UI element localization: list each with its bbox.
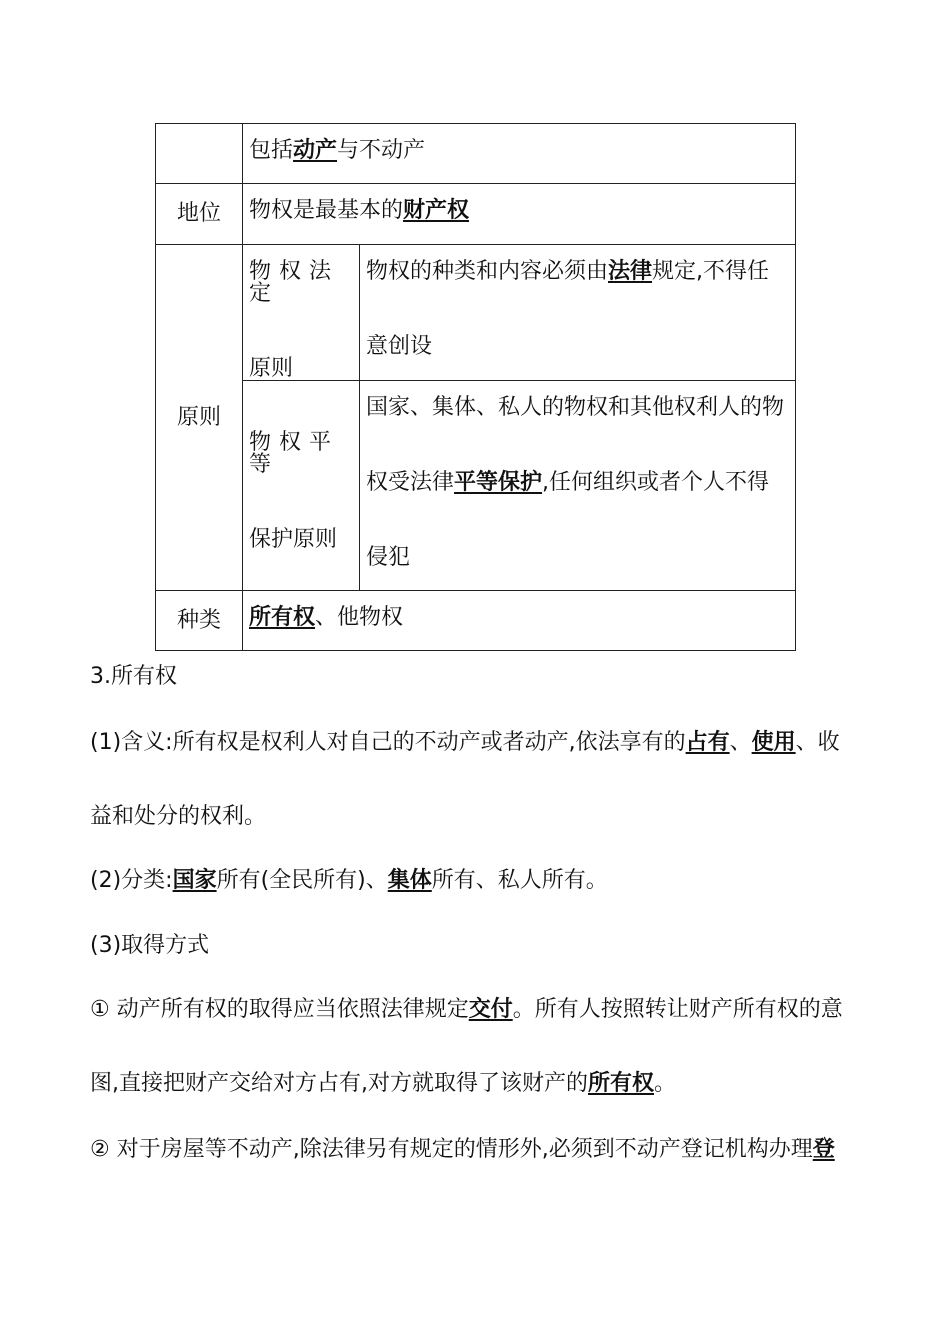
principle-1-name-cell xyxy=(243,245,360,381)
table-row-principle-1 xyxy=(156,245,796,381)
scope-pre: 包括 xyxy=(249,138,294,163)
property-rights-table xyxy=(155,123,796,651)
row-label-types: 种类 xyxy=(156,591,243,651)
principle-2-name-line1: 物权平等 xyxy=(249,430,340,477)
status-cell xyxy=(243,184,796,245)
classification-mid: 所有(全民所有)、 xyxy=(216,868,388,893)
principle-1-desc-post: 规定,不得任 xyxy=(652,259,770,284)
principle-2-desc-line3: 侵犯 xyxy=(366,545,411,570)
types-post: 、他物权 xyxy=(315,605,404,630)
item2-pre: ② 对于房屋等不动产,除法律另有规定的情形外,必须到不动产登记机构办理 xyxy=(90,1137,813,1162)
types-cell xyxy=(243,591,796,651)
acquisition-heading: (3)取得方式 xyxy=(90,933,210,958)
principle-1-name-line2: 原则 xyxy=(249,356,294,381)
types-bold: 所有权 xyxy=(249,605,316,630)
classification-bold-collective: 集体 xyxy=(387,868,432,893)
principle-2-desc-bold: 平等保护 xyxy=(454,470,543,495)
meaning-line1 xyxy=(90,730,840,756)
principle-1-desc-line1 xyxy=(366,261,789,283)
scope-cell xyxy=(243,124,796,184)
item1-line2-post: 。 xyxy=(654,1071,677,1096)
principle-2-desc-cell xyxy=(360,381,796,591)
meaning-line2: 益和处分的权利。 xyxy=(90,804,267,829)
meaning-post: 、收 xyxy=(795,730,840,755)
principle-2-name-cell xyxy=(243,381,360,591)
classification-pre: (2)分类: xyxy=(90,868,173,893)
item2-bold-register: 登 xyxy=(812,1137,835,1162)
scope-bold: 动产 xyxy=(293,138,338,163)
item1-line1 xyxy=(90,997,843,1023)
principle-2-name-line2: 保护原则 xyxy=(249,527,338,552)
principle-1-desc-pre: 物权的种类和内容必须由 xyxy=(366,259,609,284)
classification-post: 所有、私人所有。 xyxy=(431,868,608,893)
status-pre: 物权是最基本的 xyxy=(249,198,404,223)
row-label-principle: 原则 xyxy=(156,245,243,591)
table-row-status xyxy=(156,184,796,245)
table-row-types xyxy=(156,591,796,651)
scope-post: 与不动产 xyxy=(337,138,426,163)
item1-line2 xyxy=(90,1071,676,1097)
item1-line2-pre: 图,直接把财产交给对方占有,对方就取得了该财产的 xyxy=(90,1071,588,1096)
principle-2-desc-line2 xyxy=(366,472,789,494)
principle-2-desc-pre: 权受法律 xyxy=(366,470,455,495)
classification-line xyxy=(90,868,608,894)
meaning-bold-possess: 占有 xyxy=(685,730,730,755)
meaning-sep: 、 xyxy=(729,730,752,755)
item2-line1 xyxy=(90,1137,835,1163)
item1-post: 。所有人按照转让财产所有权的意 xyxy=(512,997,843,1022)
principle-2-desc-post: ,任何组织或者个人不得 xyxy=(542,470,770,495)
classification-bold-state: 国家 xyxy=(172,868,217,893)
table-row-principle-2 xyxy=(156,381,796,591)
section-heading: 3.所有权 xyxy=(90,664,177,689)
item1-bold-delivery: 交付 xyxy=(468,997,513,1022)
row-label-status: 地位 xyxy=(156,184,243,245)
principle-1-desc-cell xyxy=(360,245,796,381)
item1-pre: ① 动产所有权的取得应当依照法律规定 xyxy=(90,997,469,1022)
principle-1-desc-bold: 法律 xyxy=(608,259,653,284)
principle-2-desc-line1: 国家、集体、私人的物权和其他权利人的物 xyxy=(366,395,785,420)
row-label-empty xyxy=(156,124,243,184)
item1-bold-ownership: 所有权 xyxy=(588,1071,655,1096)
principle-1-name-line1: 物权法定 xyxy=(249,259,340,306)
meaning-bold-use: 使用 xyxy=(751,730,796,755)
status-bold: 财产权 xyxy=(403,198,470,223)
meaning-pre: (1)含义:所有权是权利人对自己的不动产或者动产,依法享有的 xyxy=(90,730,686,755)
principle-1-desc-line2: 意创设 xyxy=(366,334,433,359)
table-row-scope xyxy=(156,124,796,184)
